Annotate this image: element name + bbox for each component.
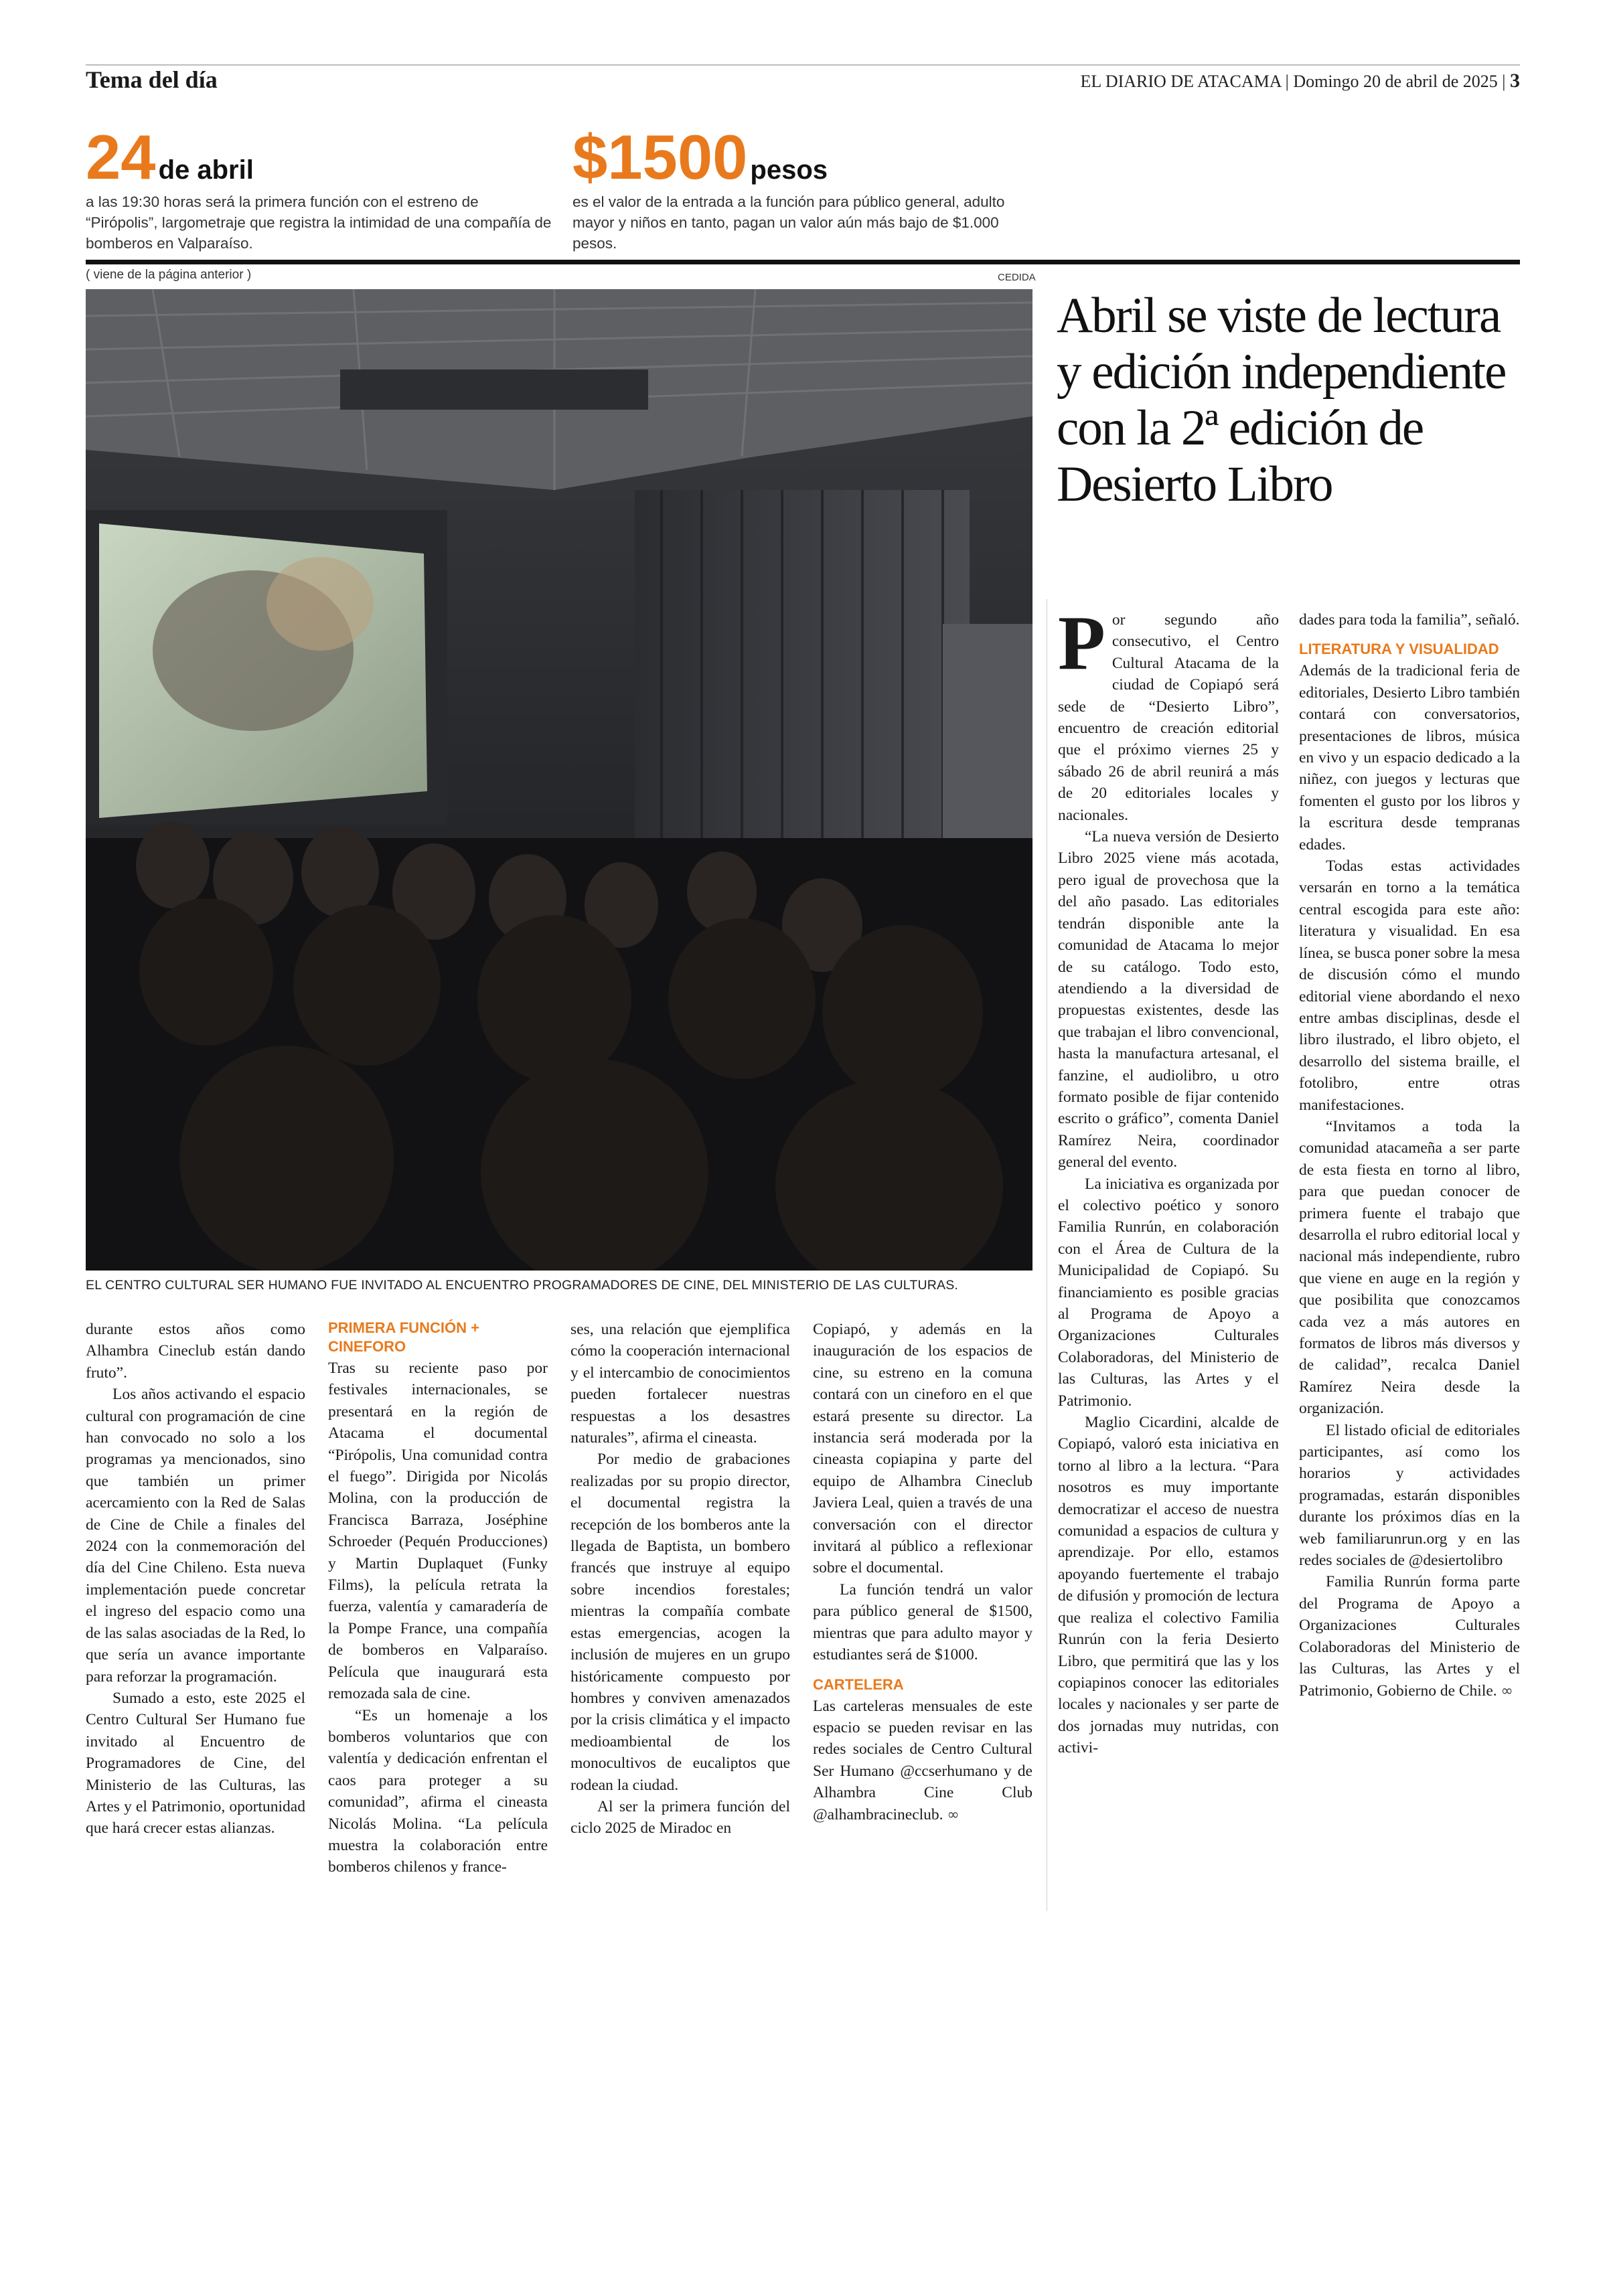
article1-column-4 [813, 1319, 1032, 1826]
article2-column-2 [1299, 609, 1520, 1702]
article1-column-1 [86, 1319, 305, 1839]
newspaper-name: EL DIARIO DE ATACAMA [1080, 72, 1282, 91]
paragraph: “La nueva versión de Desierto Libro 2025 viene más acotada, pero igual de provechosa que la del año pasado. Las editoriales tendrán disponible ante la comunidad de Atacama lo mejor de su catálogo. Todo esto, atendiendo a la diversidad de propuestas existentes, desde las que trabajan el libro convencional, hasta la manufactura artesanal, el fanzine, el audiolibro, u otro formato posible de fijar contenido escrito o gráfico”, comenta Daniel Ramírez Neira, coordinador general del evento. [1058, 828, 1279, 1171]
paragraph: Los años activando el espacio cultural con programación de cine han convocado no solo a los programas ya mencionados, sino que también un primer acercamiento con la Red de Salas de Cine de Chile a finales del 2024 con la conmemoración del día del Cine Chileno. Esta nueva implementación puede concretar el ingreso del espacio como una de las salas asociadas de la Red, lo que sería un avance importante para reforzar la programación. [86, 1386, 305, 1686]
fact-number: $1500 [572, 122, 748, 192]
paragraph: Tras su reciente paso por festivales internacionales, se presentará en la región de Atacama el documental “Pirópolis, Una comunidad contra el fuego”. Dirigida por Nicolás Molina, con la producción de Francisca Barraza, Joséphine Schroeder (Pequén Producciones) y Martin Duplaquet (Funky Films), la película retrata la fuerza, valentía y camaradería de la Pompe France, una compañía de bomberos en Valparaíso. Película que inaugurará esta remozada sala de cine. [328, 1360, 548, 1703]
page-number: 3 [1510, 70, 1520, 92]
paragraph: La función tendrá un valor para público general de $1500, mientras que para adulto mayor y estudiantes será de $1000. [813, 1580, 1032, 1664]
section-title: Tema del día [86, 66, 218, 93]
fact-unit: de abril [158, 155, 254, 185]
paragraph: Copiapó, y además en la inauguración de los espacios de cine, su estreno en la comuna contará con un cineforo en el que estará presente su director. La instancia será moderada por la cineasta copiapina y parte del equipo de Alhambra Cineclub Javiera Leal, quien a través de una conversación con el director invitará al público a reflexionar sobre el documental. [813, 1321, 1032, 1577]
paragraph: El listado oficial de editoriales participantes, así como los horarios y actividades programadas, estarán disponibles durante los próximos días en la web familiarunrun.org y en las redes sociales de @desiertolibro [1299, 1421, 1520, 1570]
fact-box-price [572, 122, 1021, 254]
paragraph: dades para toda la familia”, señaló. [1299, 611, 1520, 629]
photo-caption: EL CENTRO CULTURAL SER HUMANO FUE INVITADO AL ENCUENTRO PROGRAMADORES DE CINE, DEL MINISTERIO DE LAS CULTURAS. [86, 1278, 959, 1293]
end-of-article-icon: ∞ [947, 1806, 960, 1823]
paragraph: “Es un homenaje a los bomberos voluntarios que con valentía y dedicación enfrentan el caos para proteger a su comunidad”, afirma el cineasta Nicolás Molina. “La película muestra la colaboración entre bomberos chilenos y france- [328, 1706, 548, 1876]
paragraph: durante estos años como Alhambra Cineclub están dando fruto”. [86, 1321, 305, 1382]
article1-column-2 [328, 1319, 548, 1878]
photo-illustration [86, 289, 1032, 1270]
continued-label: ( viene de la página anterior ) [86, 268, 252, 282]
paragraph: La iniciativa es organizada por el colectivo poético y sonoro Familia Runrún, en colaboración con el Área de Cultura de la Municipalidad de Copiapó. Su financiamiento es posible gracias al Programa de Apoyo a Organizaciones Culturales Colaboradoras, del Ministerio de las Culturas, las Artes y el Patrimonio. [1058, 1175, 1279, 1410]
paragraph: Por medio de grabaciones realizadas por su propio director, el documental registra la recepción de los bomberos ante la llegada de Baptista, un bombero francés que instruye al equipo sobre incendios forestales; mientras la compañía combate estas emergencias, acogen la inclusión de mujeres en un grupo históricamente compuesto por hombres y conviven amenazados por la crisis climática y el impacto medioambiental de los monocultivos de eucaliptos que rodean la ciudad. [570, 1451, 790, 1794]
subheading: PRIMERA FUNCIÓN + CINEFORO [328, 1319, 479, 1355]
paragraph: Maglio Cicardini, alcalde de Copiapó, valoró esta iniciativa en torno al libro a la lectura. “Para nosotros es muy importante democratizar el acceso de nuestra comunidad a espacios de cultura y aprendizaje. Por ello, estamos apoyando fuertemente el trabajo de difusión y promoción de lectura que realiza el colectivo Familia Runrún con la feria Desierto Libro, que permitirá que las y los copiapinos conocer las editoriales locales y nacionales y ser parte de dos jornadas muy nutridas, con activi- [1058, 1414, 1279, 1757]
subheading: LITERATURA Y VISUALIDAD [1299, 641, 1499, 658]
paragraph: Todas estas actividades versarán en torno a la temática central escogida para este año: literatura y visualidad. En esa línea, se busca poner sobre la mesa de discusión cómo el mundo editorial viene abordando el nexo entre ambas disciplinas, desde el libro ilustrado, el libro objeto, el desarrollo del sistema braille, el fotolibro, entre otras manifestaciones. [1299, 857, 1520, 1114]
article2-column-1 [1058, 600, 1279, 1759]
masthead: EL DIARIO DE ATACAMA | Domingo 20 de abril de 2025 | 3 [1080, 70, 1520, 92]
paragraph: Sumado a esto, este 2025 el Centro Cultural Ser Humano fue invitado al Encuentro de Programadores de Cine, del Ministerio de las Culturas, las Artes y el Patrimonio, oportunidad que hará crecer estas alianzas. [86, 1689, 305, 1837]
article1-column-3 [570, 1319, 790, 1839]
paragraph: Las carteleras mensuales de este espacio se pueden revisar en las redes sociales de Centro Cultural Ser Humano @ccserhumano y de Alhambra Cine Club @alhambracineclub. [813, 1697, 1032, 1823]
fact-box-date [86, 122, 554, 254]
issue-date: Domingo 20 de abril de 2025 [1293, 72, 1498, 91]
cinema-screening-photo [86, 289, 1032, 1270]
paragraph: Además de la tradicional feria de editoriales, Desierto Libro también contará con conversatorios, presentaciones de libros, música en vivo y un espacio dedicado a la niñez, con juegos y lecturas que fomenten el gusto por los libros y la escritura desde tempranas edades. [1299, 662, 1520, 853]
paragraph: or segundo año consecutivo, el Centro Cultural Atacama de la ciudad de Copiapó será sede de “Desierto Libro”, encuentro de creación editorial que el próximo viernes 25 y sábado 26 de abril reunirá a más de 20 editoriales locales y nacionales. [1058, 611, 1279, 824]
end-of-article-icon: ∞ [1501, 1682, 1513, 1700]
paragraph: Al ser la primera función del ciclo 2025 de Miradoc en [570, 1797, 790, 1837]
drop-cap: P [1058, 600, 1105, 686]
photo-credit: CEDIDA [998, 272, 1036, 283]
paragraph: ses, una relación que ejemplifica cómo la cooperación internacional y el intercambio de conocimientos pueden fortalecer nuestras respuestas a los desastres naturales”, afirma el cineasta. [570, 1321, 790, 1447]
subheading: CARTELERA [813, 1675, 904, 1693]
article-headline: Abril se viste de lectura y edición independiente con la 2ª edición de Desierto Libro [1057, 288, 1506, 512]
fact-description: a las 19:30 horas será la primera función con el estreno de “Pirópolis”, largometraje que registra la intimidad de una compañía de bomberos en Valparaíso. [86, 193, 552, 252]
paragraph: Familia Runrún forma parte del Programa de Apoyo a Organizaciones Culturales Colaboradoras del Ministerio de las Culturas, las Artes y el Patrimonio, Gobierno de Chile. [1299, 1573, 1520, 1700]
fact-description: es el valor de la entrada a la función para público general, adulto mayor y niños en tanto, pagan un valor aún más bajo de $1.000 pesos. [572, 193, 1005, 252]
top-rule [86, 64, 1520, 66]
section-divider [86, 260, 1520, 264]
fact-number: 24 [86, 122, 156, 192]
paragraph: “Invitamos a toda la comunidad atacameña a ser parte de esta fiesta en torno al libro, para que puedan conocer de primera fuente el trabajo que desarrolla el rubro editorial local y nacional más independiente, rubro que viene en auge en la región y que posibilita que conozcamos cada vez a más autores en formatos de libros más diversos y de calidad”, recalca Daniel Ramírez Neira desde la organización. [1299, 1117, 1520, 1418]
fact-unit: pesos [750, 155, 828, 185]
